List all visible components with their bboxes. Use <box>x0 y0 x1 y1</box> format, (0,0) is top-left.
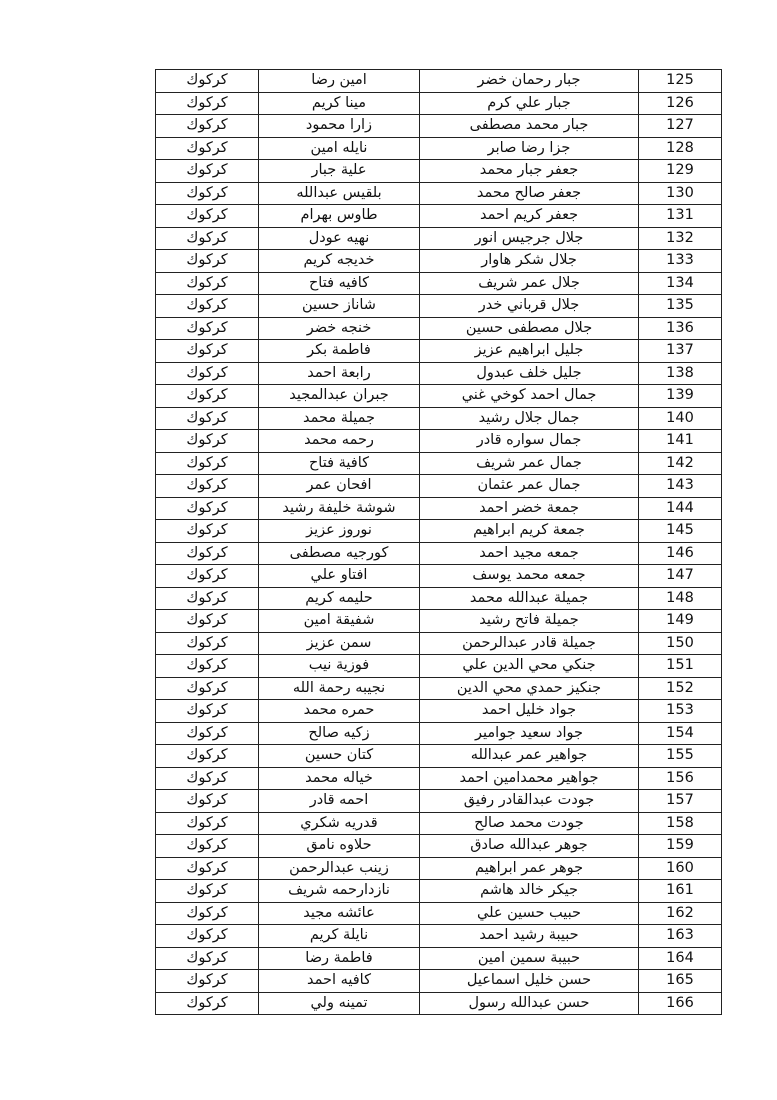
row-number-cell: 140 <box>639 407 722 430</box>
roster-table <box>155 69 722 1015</box>
table-row <box>156 475 722 498</box>
table-row <box>156 790 722 813</box>
city-cell: كركوك <box>156 970 259 993</box>
table-row <box>156 115 722 138</box>
table-row <box>156 632 722 655</box>
full-name-cell: جليل ابراهيم عزيز <box>420 340 639 363</box>
table-row <box>156 182 722 205</box>
row-number-cell: 158 <box>639 812 722 835</box>
full-name-cell: حسن عبدالله رسول <box>420 992 639 1015</box>
table-row <box>156 925 722 948</box>
row-number-cell: 157 <box>639 790 722 813</box>
row-number-cell: 142 <box>639 452 722 475</box>
full-name-cell: جليل خلف عبدول <box>420 362 639 385</box>
row-number-cell: 149 <box>639 610 722 633</box>
table-row <box>156 385 722 408</box>
city-cell: كركوك <box>156 497 259 520</box>
table-row <box>156 272 722 295</box>
row-number-cell: 132 <box>639 227 722 250</box>
city-cell: كركوك <box>156 115 259 138</box>
table-row <box>156 407 722 430</box>
mother-name-cell: شاناز حسين <box>259 295 420 318</box>
full-name-cell: جميلة فاتح رشيد <box>420 610 639 633</box>
table-row <box>156 812 722 835</box>
city-cell: كركوك <box>156 925 259 948</box>
city-cell: كركوك <box>156 452 259 475</box>
row-number-cell: 135 <box>639 295 722 318</box>
full-name-cell: جبار محمد مصطفى <box>420 115 639 138</box>
full-name-cell: جمعة خضر احمد <box>420 497 639 520</box>
city-cell: كركوك <box>156 902 259 925</box>
row-number-cell: 139 <box>639 385 722 408</box>
mother-name-cell: فوزية نيب <box>259 655 420 678</box>
city-cell: كركوك <box>156 385 259 408</box>
table-row <box>156 430 722 453</box>
mother-name-cell: نازدارحمه شريف <box>259 880 420 903</box>
full-name-cell: جنكيز حمدي محي الدين <box>420 677 639 700</box>
full-name-cell: جلال عمر شريف <box>420 272 639 295</box>
mother-name-cell: قدريه شكري <box>259 812 420 835</box>
row-number-cell: 160 <box>639 857 722 880</box>
full-name-cell: جوهر عمر ابراهيم <box>420 857 639 880</box>
full-name-cell: جواهير محمدامين احمد <box>420 767 639 790</box>
full-name-cell: جمال عمر عثمان <box>420 475 639 498</box>
full-name-cell: جعفر صالح محمد <box>420 182 639 205</box>
mother-name-cell: عائشه مجيد <box>259 902 420 925</box>
city-cell: كركوك <box>156 205 259 228</box>
full-name-cell: حبيبة رشيد احمد <box>420 925 639 948</box>
full-name-cell: جواد خليل احمد <box>420 700 639 723</box>
table-row <box>156 70 722 93</box>
city-cell: كركوك <box>156 947 259 970</box>
full-name-cell: جبار علي كرم <box>420 92 639 115</box>
city-cell: كركوك <box>156 632 259 655</box>
mother-name-cell: كورجيه مصطفى <box>259 542 420 565</box>
mother-name-cell: حمره محمد <box>259 700 420 723</box>
mother-name-cell: زكيه صالح <box>259 722 420 745</box>
full-name-cell: جميلة قادر عبدالرحمن <box>420 632 639 655</box>
mother-name-cell: جبران عبدالمجيد <box>259 385 420 408</box>
table-row <box>156 992 722 1015</box>
row-number-cell: 131 <box>639 205 722 228</box>
full-name-cell: جلال قرباني خدر <box>420 295 639 318</box>
city-cell: كركوك <box>156 722 259 745</box>
row-number-cell: 155 <box>639 745 722 768</box>
table-row <box>156 205 722 228</box>
row-number-cell: 161 <box>639 880 722 903</box>
mother-name-cell: كافية فتاح <box>259 452 420 475</box>
table-row <box>156 677 722 700</box>
full-name-cell: جلال جرجيس انور <box>420 227 639 250</box>
city-cell: كركوك <box>156 362 259 385</box>
row-number-cell: 164 <box>639 947 722 970</box>
row-number-cell: 128 <box>639 137 722 160</box>
row-number-cell: 152 <box>639 677 722 700</box>
full-name-cell: جلال مصطفى حسين <box>420 317 639 340</box>
full-name-cell: جعفر جبار محمد <box>420 160 639 183</box>
table-row <box>156 857 722 880</box>
city-cell: كركوك <box>156 475 259 498</box>
row-number-cell: 166 <box>639 992 722 1015</box>
city-cell: كركوك <box>156 430 259 453</box>
city-cell: كركوك <box>156 880 259 903</box>
city-cell: كركوك <box>156 407 259 430</box>
mother-name-cell: فاطمة رضا <box>259 947 420 970</box>
full-name-cell: جواد سعيد جوامير <box>420 722 639 745</box>
table-row <box>156 947 722 970</box>
mother-name-cell: نايله امين <box>259 137 420 160</box>
mother-name-cell: تمينه ولي <box>259 992 420 1015</box>
row-number-cell: 146 <box>639 542 722 565</box>
row-number-cell: 143 <box>639 475 722 498</box>
city-cell: كركوك <box>156 70 259 93</box>
table-row <box>156 700 722 723</box>
mother-name-cell: شفيقة امين <box>259 610 420 633</box>
mother-name-cell: افتاو علي <box>259 565 420 588</box>
mother-name-cell: خديجه كريم <box>259 250 420 273</box>
city-cell: كركوك <box>156 272 259 295</box>
mother-name-cell: فاطمة بكر <box>259 340 420 363</box>
city-cell: كركوك <box>156 565 259 588</box>
mother-name-cell: حليمه كريم <box>259 587 420 610</box>
full-name-cell: جمال جلال رشيد <box>420 407 639 430</box>
row-number-cell: 141 <box>639 430 722 453</box>
table-row <box>156 340 722 363</box>
row-number-cell: 162 <box>639 902 722 925</box>
city-cell: كركوك <box>156 317 259 340</box>
row-number-cell: 150 <box>639 632 722 655</box>
mother-name-cell: جميلة محمد <box>259 407 420 430</box>
mother-name-cell: سمن عزيز <box>259 632 420 655</box>
table-row <box>156 317 722 340</box>
full-name-cell: جمعة كريم ابراهيم <box>420 520 639 543</box>
table-row <box>156 587 722 610</box>
row-number-cell: 127 <box>639 115 722 138</box>
full-name-cell: جلال شكر هاوار <box>420 250 639 273</box>
row-number-cell: 165 <box>639 970 722 993</box>
full-name-cell: جزا رضا صابر <box>420 137 639 160</box>
mother-name-cell: نايلة كريم <box>259 925 420 948</box>
table-row <box>156 520 722 543</box>
row-number-cell: 154 <box>639 722 722 745</box>
city-cell: كركوك <box>156 340 259 363</box>
full-name-cell: جمعه مجيد احمد <box>420 542 639 565</box>
row-number-cell: 129 <box>639 160 722 183</box>
full-name-cell: جمال سواره قادر <box>420 430 639 453</box>
row-number-cell: 144 <box>639 497 722 520</box>
row-number-cell: 130 <box>639 182 722 205</box>
row-number-cell: 134 <box>639 272 722 295</box>
table-row <box>156 452 722 475</box>
mother-name-cell: امين رضا <box>259 70 420 93</box>
city-cell: كركوك <box>156 745 259 768</box>
city-cell: كركوك <box>156 655 259 678</box>
table-row <box>156 250 722 273</box>
mother-name-cell: نجيبه رحمة الله <box>259 677 420 700</box>
mother-name-cell: طاوس بهرام <box>259 205 420 228</box>
table-row <box>156 970 722 993</box>
row-number-cell: 145 <box>639 520 722 543</box>
table-row <box>156 227 722 250</box>
full-name-cell: جيكر خالد هاشم <box>420 880 639 903</box>
mother-name-cell: كافيه احمد <box>259 970 420 993</box>
full-name-cell: حبيب حسين علي <box>420 902 639 925</box>
full-name-cell: حبيبة سمين امين <box>420 947 639 970</box>
mother-name-cell: خياله محمد <box>259 767 420 790</box>
table-row <box>156 880 722 903</box>
mother-name-cell: علية جبار <box>259 160 420 183</box>
full-name-cell: جمال عمر شريف <box>420 452 639 475</box>
row-number-cell: 137 <box>639 340 722 363</box>
row-number-cell: 126 <box>639 92 722 115</box>
table-row <box>156 565 722 588</box>
row-number-cell: 125 <box>639 70 722 93</box>
city-cell: كركوك <box>156 587 259 610</box>
city-cell: كركوك <box>156 677 259 700</box>
city-cell: كركوك <box>156 250 259 273</box>
mother-name-cell: زارا محمود <box>259 115 420 138</box>
city-cell: كركوك <box>156 295 259 318</box>
roster-table-body <box>156 70 722 1015</box>
full-name-cell: جمال احمد كوخي غني <box>420 385 639 408</box>
full-name-cell: جمعه محمد يوسف <box>420 565 639 588</box>
row-number-cell: 133 <box>639 250 722 273</box>
city-cell: كركوك <box>156 700 259 723</box>
mother-name-cell: رحمه محمد <box>259 430 420 453</box>
mother-name-cell: احمه قادر <box>259 790 420 813</box>
city-cell: كركوك <box>156 812 259 835</box>
mother-name-cell: رابعة احمد <box>259 362 420 385</box>
city-cell: كركوك <box>156 520 259 543</box>
row-number-cell: 163 <box>639 925 722 948</box>
table-row <box>156 92 722 115</box>
mother-name-cell: نوروز عزيز <box>259 520 420 543</box>
row-number-cell: 136 <box>639 317 722 340</box>
mother-name-cell: بلقيس عبدالله <box>259 182 420 205</box>
city-cell: كركوك <box>156 92 259 115</box>
table-row <box>156 745 722 768</box>
table-row <box>156 835 722 858</box>
table-row <box>156 137 722 160</box>
city-cell: كركوك <box>156 857 259 880</box>
table-row <box>156 902 722 925</box>
full-name-cell: جودت عبدالقادر رفيق <box>420 790 639 813</box>
table-row <box>156 160 722 183</box>
mother-name-cell: خنجه خضر <box>259 317 420 340</box>
mother-name-cell: شوشة خليفة رشيد <box>259 497 420 520</box>
mother-name-cell: حلاوه نامق <box>259 835 420 858</box>
table-row <box>156 610 722 633</box>
table-row <box>156 655 722 678</box>
row-number-cell: 147 <box>639 565 722 588</box>
table-row <box>156 362 722 385</box>
full-name-cell: جميلة عبدالله محمد <box>420 587 639 610</box>
row-number-cell: 159 <box>639 835 722 858</box>
row-number-cell: 153 <box>639 700 722 723</box>
mother-name-cell: مينا كريم <box>259 92 420 115</box>
city-cell: كركوك <box>156 767 259 790</box>
city-cell: كركوك <box>156 835 259 858</box>
city-cell: كركوك <box>156 542 259 565</box>
full-name-cell: جنكي محي الدين علي <box>420 655 639 678</box>
city-cell: كركوك <box>156 137 259 160</box>
city-cell: كركوك <box>156 182 259 205</box>
mother-name-cell: كتان حسين <box>259 745 420 768</box>
table-row <box>156 722 722 745</box>
mother-name-cell: كافيه فتاح <box>259 272 420 295</box>
row-number-cell: 138 <box>639 362 722 385</box>
table-row <box>156 767 722 790</box>
full-name-cell: جعفر كريم احمد <box>420 205 639 228</box>
city-cell: كركوك <box>156 790 259 813</box>
row-number-cell: 156 <box>639 767 722 790</box>
full-name-cell: جبار رحمان خضر <box>420 70 639 93</box>
city-cell: كركوك <box>156 160 259 183</box>
full-name-cell: جوهر عبدالله صادق <box>420 835 639 858</box>
table-row <box>156 497 722 520</box>
city-cell: كركوك <box>156 227 259 250</box>
mother-name-cell: زينب عبدالرحمن <box>259 857 420 880</box>
full-name-cell: جواهير عمر عبدالله <box>420 745 639 768</box>
city-cell: كركوك <box>156 992 259 1015</box>
mother-name-cell: نهيه عودل <box>259 227 420 250</box>
full-name-cell: جودت محمد صالح <box>420 812 639 835</box>
full-name-cell: حسن خليل اسماعيل <box>420 970 639 993</box>
mother-name-cell: افحان عمر <box>259 475 420 498</box>
city-cell: كركوك <box>156 610 259 633</box>
table-row <box>156 542 722 565</box>
row-number-cell: 151 <box>639 655 722 678</box>
row-number-cell: 148 <box>639 587 722 610</box>
table-row <box>156 295 722 318</box>
